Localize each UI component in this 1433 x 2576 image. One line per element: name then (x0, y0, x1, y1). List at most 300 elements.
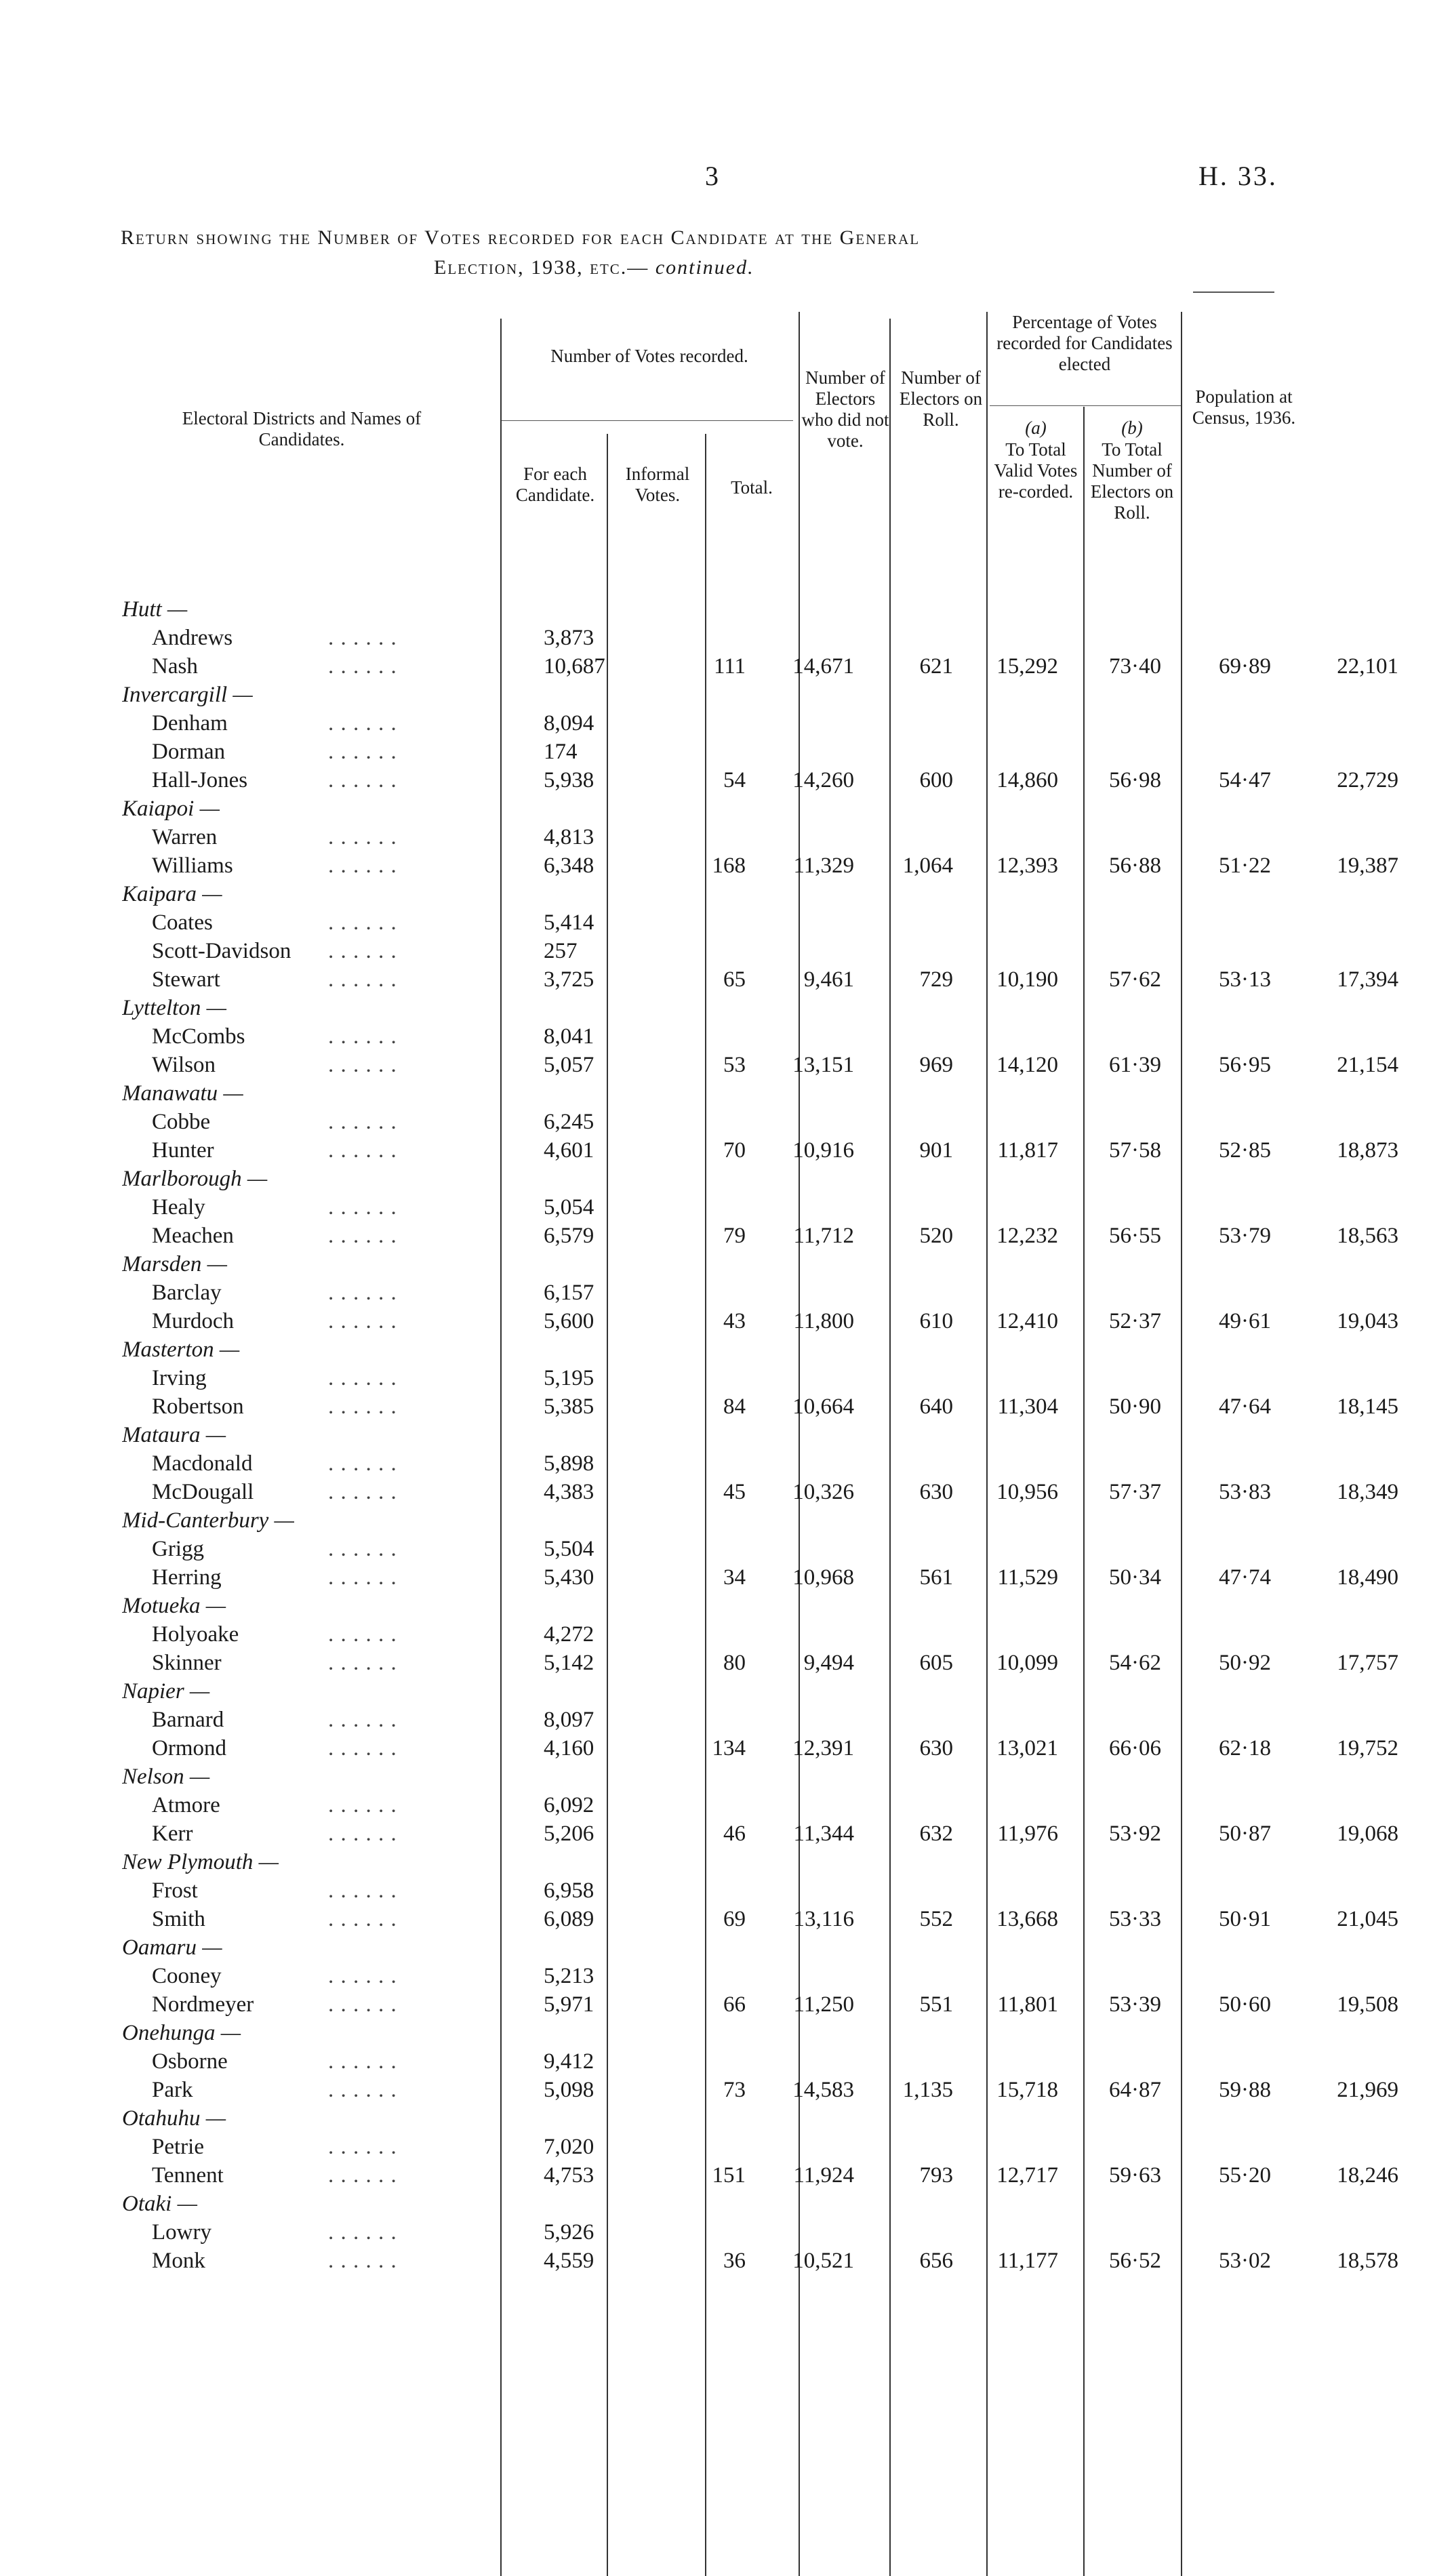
candidate-row (122, 1478, 1398, 1506)
empty-cell (759, 2019, 864, 2047)
leader-dots: . . . . . . (328, 1195, 397, 1220)
empty-cell (960, 1165, 1066, 1193)
candidate-name: Dorman (152, 740, 226, 764)
empty-cell (644, 1677, 759, 1706)
empty-cell (759, 880, 864, 908)
electors-on-roll (960, 1620, 1066, 1649)
pct-valid-votes (1066, 738, 1176, 766)
candidate-votes: 6,157 (544, 1281, 594, 1305)
leader-dots: . . . . . . (328, 1537, 397, 1561)
candidate-name: Murdoch (152, 1309, 234, 1333)
informal-votes (644, 738, 759, 766)
population-census: 18,563 (1337, 1224, 1398, 1248)
leader-dots: . . . . . . (328, 1992, 397, 2017)
electors-on-roll: 12,232 (996, 1224, 1058, 1248)
candidate-votes: 174 (544, 740, 578, 764)
empty-cell (536, 2190, 644, 2218)
informal-votes: 45 (723, 1480, 746, 1504)
district-name: Kaipara — (122, 882, 222, 906)
empty-cell (759, 794, 864, 823)
district-name: Marsden — (122, 1252, 227, 1276)
empty-cell (864, 1421, 960, 1449)
candidate-name: Park (152, 2078, 193, 2102)
district-row (122, 681, 1398, 709)
informal-votes: 168 (712, 853, 746, 878)
header-pct-b-label: (b) (1121, 418, 1143, 438)
pct-valid-votes (1066, 709, 1176, 738)
candidate-name: Osborne (152, 2049, 228, 2074)
empty-cell (960, 880, 1066, 908)
district-name: Mid-Canterbury — (122, 1508, 294, 1533)
total-votes (759, 908, 864, 937)
electors-on-roll: 15,292 (996, 654, 1058, 679)
total-votes: 10,521 (792, 2249, 854, 2273)
empty-cell (960, 1933, 1066, 1962)
candidate-row (122, 1108, 1398, 1136)
candidate-votes: 5,926 (544, 2220, 594, 2245)
candidate-cell (122, 1392, 536, 1421)
pct-electors-on-roll (1176, 937, 1285, 965)
district-name: Mataura — (122, 1423, 226, 1447)
electors-did-not-vote (864, 2133, 960, 2161)
empty-cell (864, 681, 960, 709)
population-census: 18,145 (1337, 1394, 1398, 1419)
leader-dots: . . . . . . (328, 1622, 397, 1647)
header-pct-a: To Total Valid Votes re-corded. (994, 439, 1078, 502)
electors-did-not-vote (864, 2218, 960, 2247)
total-votes: 11,344 (793, 1822, 854, 1846)
electors-did-not-vote: 729 (919, 967, 953, 992)
informal-votes: 53 (723, 1053, 746, 1077)
informal-votes (644, 709, 759, 738)
electors-did-not-vote (864, 1449, 960, 1478)
candidate-row (122, 1620, 1398, 1649)
pct-electors-on-roll: 51·22 (1219, 853, 1271, 878)
pct-valid-votes: 66·06 (1109, 1736, 1161, 1760)
empty-cell (960, 595, 1066, 624)
electors-did-not-vote (864, 1791, 960, 1819)
empty-cell (644, 994, 759, 1022)
informal-votes (644, 1449, 759, 1478)
district-name: Napier — (122, 1679, 210, 1704)
candidate-row (122, 766, 1398, 794)
electors-on-roll (960, 908, 1066, 937)
empty-cell (960, 1592, 1066, 1620)
electors-on-roll (960, 1364, 1066, 1392)
informal-votes (644, 1706, 759, 1734)
empty-cell (1066, 1848, 1176, 1876)
population-census: 19,043 (1337, 1309, 1398, 1333)
district-row (122, 2104, 1398, 2133)
population-census: 18,873 (1337, 1138, 1398, 1163)
district-row (122, 1165, 1398, 1193)
header-population: Population at Census, 1936. (1192, 386, 1296, 428)
empty-cell (759, 1592, 864, 1620)
pct-valid-votes: 53·33 (1109, 1907, 1161, 1931)
candidate-cell (122, 1051, 536, 1079)
pct-electors-on-roll: 53·13 (1219, 967, 1271, 992)
empty-cell (864, 1848, 960, 1876)
district-name: Manawatu — (122, 1081, 243, 1106)
candidate-votes: 6,089 (544, 1907, 594, 1931)
total-votes (759, 1279, 864, 1307)
district-row (122, 1677, 1398, 1706)
table-title-prefix: Election, 1938, etc.— (434, 256, 649, 279)
leader-dots: . . . . . . (328, 1651, 397, 1675)
leader-dots: . . . . . . (328, 1736, 397, 1760)
leader-dots: . . . . . . (328, 1451, 397, 1476)
empty-cell (759, 1250, 864, 1279)
informal-votes: 151 (712, 2163, 746, 2188)
empty-cell (864, 1335, 960, 1364)
candidate-name: McDougall (152, 1480, 254, 1504)
total-votes: 11,712 (793, 1224, 854, 1248)
electors-on-roll (960, 1791, 1066, 1819)
empty-cell (1066, 994, 1176, 1022)
leader-dots: . . . . . . (328, 711, 397, 736)
informal-votes (644, 2133, 759, 2161)
electors-on-roll: 11,304 (997, 1394, 1058, 1419)
pct-valid-votes: 73·40 (1109, 654, 1161, 679)
empty-cell (759, 2190, 864, 2218)
empty-cell (1285, 1250, 1398, 1279)
pct-electors-on-roll (1176, 908, 1285, 937)
empty-cell (1066, 1677, 1176, 1706)
empty-cell (1176, 595, 1285, 624)
candidate-name: Denham (152, 711, 228, 736)
population-census (1285, 709, 1398, 738)
candidate-cell (122, 2133, 536, 2161)
empty-cell (864, 2104, 960, 2133)
candidate-row (122, 2133, 1398, 2161)
electors-did-not-vote (864, 1620, 960, 1649)
informal-votes (644, 1876, 759, 1905)
electors-on-roll (960, 1706, 1066, 1734)
leader-dots: . . . . . . (328, 1565, 397, 1590)
total-votes: 13,151 (792, 1053, 854, 1077)
candidate-cell (122, 1279, 536, 1307)
leader-dots: . . . . . . (328, 740, 397, 764)
population-census (1285, 937, 1398, 965)
electors-did-not-vote: 630 (919, 1480, 953, 1504)
electors-on-roll: 13,021 (996, 1736, 1058, 1760)
leader-dots: . . . . . . (328, 1281, 397, 1305)
candidate-row (122, 1392, 1398, 1421)
header-votes-group: Number of Votes recorded. (550, 346, 748, 366)
empty-cell (1285, 1592, 1398, 1620)
empty-cell (864, 1506, 960, 1535)
candidate-row (122, 851, 1398, 880)
electors-on-roll (960, 1108, 1066, 1136)
pct-electors-on-roll (1176, 1620, 1285, 1649)
population-census: 17,394 (1337, 967, 1398, 992)
population-census: 21,969 (1337, 2078, 1398, 2102)
empty-cell (1285, 1933, 1398, 1962)
empty-cell (1285, 1165, 1398, 1193)
population-census (1285, 738, 1398, 766)
empty-cell (864, 1933, 960, 1962)
population-census (1285, 1022, 1398, 1051)
table-title-line-1: Return showing the Number of Votes recorded for each Candidate at the General (121, 226, 921, 249)
district-row (122, 1933, 1398, 1962)
empty-cell (536, 1250, 644, 1279)
header-did-not-vote: Number of Electors who did not vote. (801, 367, 889, 451)
leader-dots: . . . . . . (328, 1964, 397, 1988)
district-row (122, 2190, 1398, 2218)
population-census: 18,578 (1337, 2249, 1398, 2273)
total-votes: 11,924 (793, 2163, 854, 2188)
electors-on-roll: 11,801 (997, 1992, 1058, 2017)
district-row (122, 794, 1398, 823)
candidate-votes: 8,094 (544, 711, 594, 736)
candidate-cell (122, 1791, 536, 1819)
candidate-cell (122, 1222, 536, 1250)
empty-cell (960, 2104, 1066, 2133)
pct-electors-on-roll (1176, 1108, 1285, 1136)
population-census: 18,349 (1337, 1480, 1398, 1504)
pct-electors-on-roll: 53·02 (1219, 2249, 1271, 2273)
electors-on-roll: 12,393 (996, 853, 1058, 878)
leader-dots: . . . . . . (328, 1224, 397, 1248)
empty-cell (759, 1079, 864, 1108)
candidate-name: Nordmeyer (152, 1992, 254, 2017)
electors-did-not-vote (864, 1962, 960, 1990)
pct-valid-votes (1066, 1364, 1176, 1392)
electors-on-roll (960, 2047, 1066, 2076)
candidate-cell (122, 2247, 536, 2275)
candidate-cell (122, 1108, 536, 1136)
pct-electors-on-roll (1176, 1364, 1285, 1392)
pct-valid-votes: 57·58 (1109, 1138, 1161, 1163)
pct-electors-on-roll: 54·47 (1219, 768, 1271, 792)
district-row (122, 2019, 1398, 2047)
candidate-cell (122, 652, 536, 681)
pct-electors-on-roll (1176, 709, 1285, 738)
total-votes (759, 709, 864, 738)
district-row (122, 1421, 1398, 1449)
total-votes: 14,260 (792, 768, 854, 792)
pct-valid-votes: 56·88 (1109, 853, 1161, 878)
pct-electors-on-roll: 56·95 (1219, 1053, 1271, 1077)
informal-votes (644, 1962, 759, 1990)
electors-did-not-vote (864, 2047, 960, 2076)
candidate-votes: 5,504 (544, 1537, 594, 1561)
district-row (122, 1848, 1398, 1876)
candidate-cell (122, 1307, 536, 1335)
pct-valid-votes (1066, 1620, 1176, 1649)
votes-group-rule (502, 420, 793, 421)
pct-electors-on-roll: 53·79 (1219, 1224, 1271, 1248)
candidate-votes: 5,142 (544, 1651, 594, 1675)
electors-did-not-vote: 1,135 (902, 2078, 953, 2102)
empty-cell (1066, 1763, 1176, 1791)
population-census (1285, 1876, 1398, 1905)
pct-electors-on-roll (1176, 1791, 1285, 1819)
candidate-name: Stewart (152, 967, 220, 992)
pct-electors-on-roll: 52·85 (1219, 1138, 1271, 1163)
candidate-name: Coates (152, 910, 213, 935)
empty-cell (536, 1848, 644, 1876)
document-reference: H. 33. (1198, 161, 1278, 191)
empty-cell (759, 1165, 864, 1193)
candidate-cell (122, 937, 536, 965)
candidate-name: Smith (152, 1907, 205, 1931)
candidate-name: Grigg (152, 1537, 204, 1561)
total-votes (759, 1193, 864, 1222)
electors-on-roll (960, 1279, 1066, 1307)
population-census: 18,246 (1337, 2163, 1398, 2188)
empty-cell (536, 1763, 644, 1791)
empty-cell (960, 681, 1066, 709)
empty-cell (536, 794, 644, 823)
population-census (1285, 1193, 1398, 1222)
informal-votes (644, 908, 759, 937)
pct-valid-votes: 50·90 (1109, 1394, 1161, 1419)
electors-did-not-vote: 632 (919, 1822, 953, 1846)
leader-dots: . . . . . . (328, 2163, 397, 2188)
total-votes: 10,664 (792, 1394, 854, 1419)
district-name: Otahuhu — (122, 2106, 226, 2131)
empty-cell (960, 1848, 1066, 1876)
empty-cell (1176, 1677, 1285, 1706)
candidate-votes: 9,412 (544, 2049, 594, 2074)
empty-cell (644, 1421, 759, 1449)
empty-cell (536, 880, 644, 908)
candidate-cell (122, 2161, 536, 2190)
empty-cell (536, 1165, 644, 1193)
electors-did-not-vote: 552 (919, 1907, 953, 1931)
candidate-name: Kerr (152, 1822, 193, 1846)
pct-electors-on-roll: 62·18 (1219, 1736, 1271, 1760)
candidate-votes: 5,057 (544, 1053, 594, 1077)
total-votes (759, 937, 864, 965)
candidate-row (122, 1734, 1398, 1763)
candidate-row (122, 2047, 1398, 2076)
empty-cell (864, 1763, 960, 1791)
population-census (1285, 1279, 1398, 1307)
empty-cell (1066, 681, 1176, 709)
electors-on-roll (960, 624, 1066, 652)
empty-cell (536, 1079, 644, 1108)
empty-cell (536, 681, 644, 709)
electors-on-roll: 10,190 (996, 967, 1058, 992)
header-pct-a-label: (a) (1025, 418, 1047, 438)
candidate-row (122, 1819, 1398, 1848)
electors-did-not-vote (864, 1108, 960, 1136)
electors-on-roll (960, 1962, 1066, 1990)
pct-valid-votes (1066, 1962, 1176, 1990)
total-votes (759, 1022, 864, 1051)
electors-did-not-vote (864, 1876, 960, 1905)
candidate-cell (122, 1364, 536, 1392)
total-votes (759, 1620, 864, 1649)
candidate-cell (122, 1136, 536, 1165)
candidate-row (122, 1962, 1398, 1990)
candidate-cell (122, 1449, 536, 1478)
informal-votes: 134 (712, 1736, 746, 1760)
pct-valid-votes: 56·55 (1109, 1224, 1161, 1248)
empty-cell (864, 595, 960, 624)
empty-cell (1066, 1592, 1176, 1620)
pct-electors-on-roll: 47·74 (1219, 1565, 1271, 1590)
total-votes (759, 2047, 864, 2076)
candidate-cell (122, 1734, 536, 1763)
empty-cell (864, 1165, 960, 1193)
electors-on-roll: 10,099 (996, 1651, 1058, 1675)
pct-electors-on-roll: 59·88 (1219, 2078, 1271, 2102)
empty-cell (1066, 1165, 1176, 1193)
candidate-name: Warren (152, 825, 218, 849)
candidate-name: Holyoake (152, 1622, 239, 1647)
population-census (1285, 1535, 1398, 1563)
electors-on-roll (960, 709, 1066, 738)
population-census (1285, 1620, 1398, 1649)
candidate-row (122, 624, 1398, 652)
district-row (122, 1506, 1398, 1535)
empty-cell (644, 2104, 759, 2133)
candidate-cell (122, 965, 536, 994)
pct-valid-votes (1066, 1193, 1176, 1222)
district-name: Masterton — (122, 1337, 240, 1362)
candidate-row (122, 1535, 1398, 1563)
population-census (1285, 624, 1398, 652)
pct-valid-votes: 59·63 (1109, 2163, 1161, 2188)
empty-cell (1176, 681, 1285, 709)
candidate-cell (122, 851, 536, 880)
header-top-rule-right (1193, 291, 1274, 293)
empty-cell (644, 681, 759, 709)
candidate-votes: 5,430 (544, 1565, 594, 1590)
candidate-row (122, 1563, 1398, 1592)
pct-valid-votes (1066, 1791, 1176, 1819)
informal-votes: 34 (723, 1565, 746, 1590)
empty-cell (1066, 794, 1176, 823)
informal-votes (644, 937, 759, 965)
informal-votes (644, 1022, 759, 1051)
total-votes: 11,329 (793, 853, 854, 878)
candidate-votes: 6,348 (544, 853, 594, 878)
candidate-name: Cobbe (152, 1110, 211, 1134)
electors-did-not-vote (864, 1022, 960, 1051)
leader-dots: . . . . . . (328, 2049, 397, 2074)
electors-on-roll (960, 1535, 1066, 1563)
candidate-cell (122, 1478, 536, 1506)
electors-on-roll (960, 1193, 1066, 1222)
candidate-cell (122, 1620, 536, 1649)
electors-on-roll: 12,410 (996, 1309, 1058, 1333)
candidate-votes: 5,195 (544, 1366, 594, 1390)
empty-cell (960, 1506, 1066, 1535)
candidate-row (122, 1136, 1398, 1165)
population-census (1285, 823, 1398, 851)
total-votes: 12,391 (792, 1736, 854, 1760)
leader-dots: . . . . . . (328, 1138, 397, 1163)
candidate-name: Petrie (152, 2135, 204, 2159)
empty-cell (1176, 1335, 1285, 1364)
total-votes: 10,326 (792, 1480, 854, 1504)
candidate-name: Nash (152, 654, 198, 679)
empty-cell (1285, 1506, 1398, 1535)
informal-votes (644, 2218, 759, 2247)
informal-votes: 46 (723, 1822, 746, 1846)
candidate-name: Ormond (152, 1736, 226, 1760)
candidate-votes: 4,601 (544, 1138, 594, 1163)
empty-cell (759, 595, 864, 624)
pct-electors-on-roll: 53·83 (1219, 1480, 1271, 1504)
leader-dots: . . . . . . (328, 626, 397, 650)
empty-cell (1176, 1165, 1285, 1193)
empty-cell (1176, 1421, 1285, 1449)
